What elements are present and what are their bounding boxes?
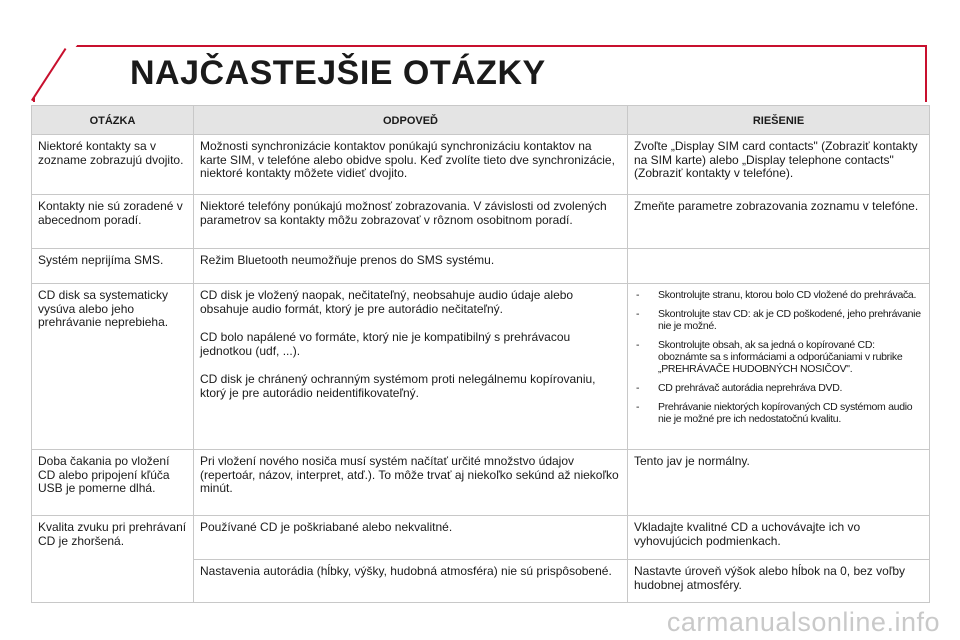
solution-list-item: - Skontrolujte stav CD: ak je CD poškodené, jeho prehrávanie nie je možné. bbox=[634, 308, 923, 332]
solution-cell bbox=[628, 284, 930, 450]
solution-list bbox=[634, 289, 923, 425]
answer-cell: Niektoré telefóny ponúkajú možnosť zobrazovania. V závislosti od zvolených parametrov sa kontakty môžu zobrazovať v rôznom osobitnom poradí. bbox=[194, 195, 628, 249]
table-header-row bbox=[32, 106, 930, 135]
column-header-question: OTÁZKA bbox=[32, 106, 194, 135]
answer-cell: Používané CD je poškriabané alebo nekvalitné. bbox=[194, 516, 628, 560]
column-header-solution: RIEŠENIE bbox=[628, 106, 930, 135]
solution-cell: Tento jav je normálny. bbox=[628, 450, 930, 516]
watermark: carmanualsonline.info bbox=[666, 607, 940, 637]
solution-list-item: - CD prehrávač autorádia neprehráva DVD. bbox=[634, 382, 923, 394]
title-frame-corner bbox=[31, 45, 77, 102]
question-cell: Niektoré kontakty sa v zozname zobrazujú dvojito. bbox=[32, 135, 194, 195]
question-cell: Kontakty nie sú zoradené v abecednom poradí. bbox=[32, 195, 194, 249]
table-row bbox=[32, 284, 930, 450]
answer-cell bbox=[194, 284, 628, 450]
answer-cell: Nastavenia autorádia (hĺbky, výšky, hudobná atmosféra) nie sú prispôsobené. bbox=[194, 560, 628, 603]
table-row bbox=[32, 450, 930, 516]
answer-cell: Režim Bluetooth neumožňuje prenos do SMS systému. bbox=[194, 249, 628, 284]
solution-list-item: - Skontrolujte obsah, ak sa jedná o kopírované CD: oboznámte sa s informáciami a odporúčaniami v rubrike „PREHRÁVAČE HUDOBNÝCH NOSIČOV". bbox=[634, 339, 923, 375]
question-cell: Doba čakania po vložení CD alebo pripojení kľúča USB je pomerne dlhá. bbox=[32, 450, 194, 516]
answer-cell: Možnosti synchronizácie kontaktov ponúkajú synchronizáciu kontaktov na karte SIM, v telefóne alebo obidve spolu. Keď zvolíte tieto dve synchronizácie, niektoré kontakty môžete vidieť dvojito. bbox=[194, 135, 628, 195]
table-row bbox=[32, 135, 930, 195]
table-row bbox=[32, 195, 930, 249]
question-cell: CD disk sa systematicky vysúva alebo jeho prehrávanie neprebieha. bbox=[32, 284, 194, 450]
solution-cell bbox=[628, 249, 930, 284]
solution-cell: Vkladajte kvalitné CD a uchovávajte ich vo vyhovujúcich podmienkach. bbox=[628, 516, 930, 560]
table-row bbox=[32, 516, 930, 560]
answer-paragraph: CD bolo napálené vo formáte, ktorý nie je kompatibilný s prehrávacou jednotkou (udf, ...). bbox=[200, 330, 571, 358]
question-cell: Systém neprijíma SMS. bbox=[32, 249, 194, 284]
solution-cell: Nastavte úroveň výšok alebo hĺbok na 0, bez voľby hudobnej atmosféry. bbox=[628, 560, 930, 603]
page-title: NAJČASTEJŠIE OTÁZKY bbox=[130, 54, 546, 92]
question-cell: Kvalita zvuku pri prehrávaní CD je zhoršená. bbox=[32, 516, 194, 603]
solution-cell: Zmeňte parametre zobrazovania zoznamu v telefóne. bbox=[628, 195, 930, 249]
answer-paragraph: CD disk je chránený ochranným systémom proti nelegálnemu kopírovaniu, ktorý je pre autorádio neidentifikovateľný. bbox=[200, 372, 596, 400]
solution-list-item: - Skontrolujte stranu, ktorou bolo CD vložené do prehrávača. bbox=[634, 289, 923, 301]
answer-paragraph: CD disk je vložený naopak, nečitateľný, neobsahuje audio údaje alebo obsahuje audio formát, ktorý je pre autorádio nečitateľný. bbox=[200, 288, 574, 316]
answer-cell: Pri vložení nového nosiča musí systém načítať určité množstvo údajov (repertoár, názov, interpret, atď.). To môže trvať aj niekoľko sekúnd až niekoľko minút. bbox=[194, 450, 628, 516]
solution-list-item: - Prehrávanie niektorých kopírovaných CD systémom audio nie je možné pre ich nedostatočnú kvalitu. bbox=[634, 401, 923, 425]
column-header-answer: ODPOVEĎ bbox=[194, 106, 628, 135]
solution-cell: Zvoľte „Display SIM card contacts" (Zobraziť kontakty na SIM karte) alebo „Display telephone contacts" (Zobraziť kontakty v telefóne). bbox=[628, 135, 930, 195]
table-row bbox=[32, 249, 930, 284]
faq-table bbox=[31, 105, 930, 603]
